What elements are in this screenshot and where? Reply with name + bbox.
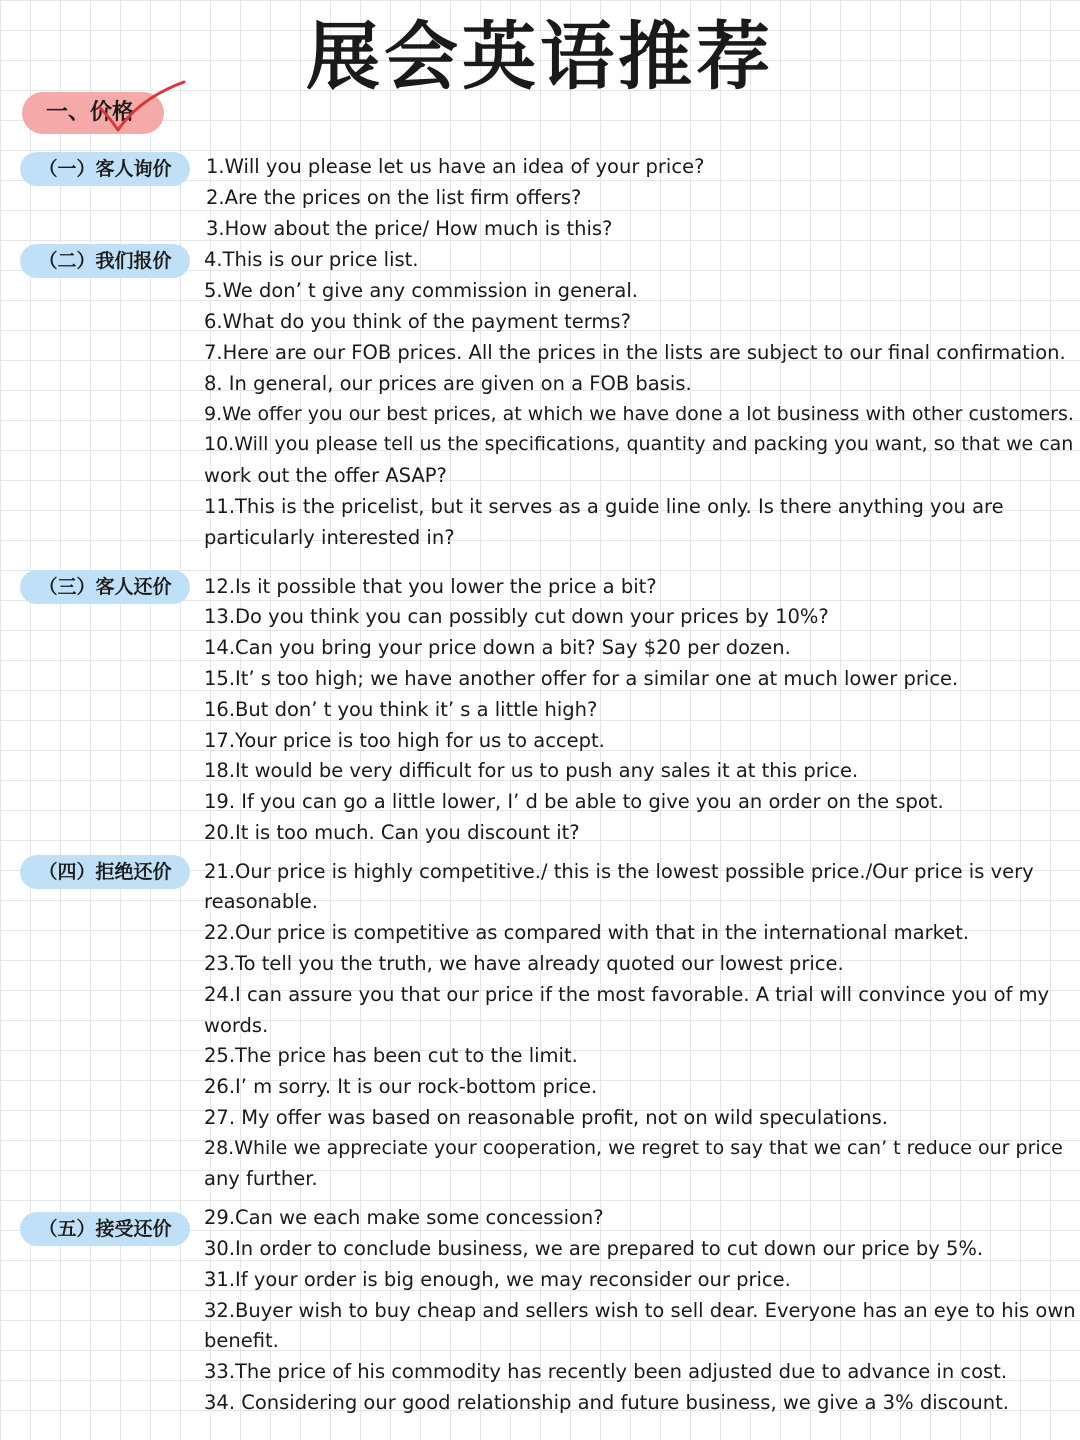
subsection-label-our-quotation: （二）我们报价	[20, 244, 190, 278]
phrase-line: 26.I’ m sorry. It is our rock-bottom price.	[204, 1075, 598, 1098]
phrase-line: 11.This is the pricelist, but it serves as a guide line only. Is there anything you are	[204, 495, 1004, 518]
phrase-line: 2.Are the prices on the list firm offers?	[206, 186, 582, 209]
phrase-line: particularly interested in?	[204, 526, 455, 549]
phrase-line: 33.The price of his commodity has recently been adjusted due to advance in cost.	[204, 1360, 1008, 1383]
phrase-line: 23.To tell you the truth, we have already quoted our lowest price.	[204, 952, 844, 975]
check-mark-icon	[96, 78, 188, 138]
phrase-line: 10.Will you please tell us the specifications, quantity and packing you want, so that we can	[204, 433, 1074, 455]
phrase-line: 18.It would be very difficult for us to push any sales it at this price.	[204, 759, 859, 782]
phrase-line: 4.This is our price list.	[204, 248, 419, 271]
page-title: 展会英语推荐	[306, 14, 774, 100]
phrase-line: 20.It is too much. Can you discount it?	[204, 821, 580, 844]
phrase-line: 12.Is it possible that you lower the price a bit?	[204, 575, 657, 598]
phrase-line: reasonable.	[204, 890, 318, 913]
phrase-line: 24.I can assure you that our price if the most favorable. A trial will convince you of my	[204, 983, 1050, 1006]
phrase-line: 15.It’ s too high; we have another offer for a similar one at much lower price.	[204, 667, 959, 690]
section-heading-price: 一、价格	[22, 92, 164, 134]
phrase-line: 17.Your price is too high for us to accept.	[204, 729, 605, 752]
phrase-line: 5.We don’ t give any commission in general.	[204, 279, 638, 302]
phrase-line: 13.Do you think you can possibly cut down your prices by 10%?	[204, 605, 829, 628]
phrase-line: 30.In order to conclude business, we are prepared to cut down our price by 5%.	[204, 1237, 984, 1260]
subsection-label-customer-inquiry: （一）客人询价	[20, 152, 190, 186]
phrase-line: 21.Our price is highly competitive./ this is the lowest possible price./Our price is very	[204, 860, 1034, 883]
phrase-line: 22.Our price is competitive as compared with that in the international market.	[204, 921, 970, 944]
phrase-line: work out the offer ASAP?	[204, 464, 447, 487]
phrase-line: 6.What do you think of the payment terms?	[204, 310, 631, 333]
phrase-line: 7.Here are our FOB prices. All the prices in the lists are subject to our final confirmation.	[204, 341, 1066, 364]
phrase-line: 27. My offer was based on reasonable profit, not on wild speculations.	[204, 1106, 888, 1129]
phrase-line: 9.We offer you our best prices, at which we have done a lot business with other customers.	[204, 403, 1074, 425]
phrase-line: 19. If you can go a little lower, I’ d be able to give you an order on the spot.	[204, 790, 944, 813]
phrase-line: 14.Can you bring your price down a bit? Say $20 per dozen.	[204, 636, 791, 659]
phrase-line: benefit.	[204, 1329, 279, 1352]
phrase-line: 31.If your order is big enough, we may reconsider our price.	[204, 1268, 791, 1291]
phrase-line: 8. In general, our prices are given on a FOB basis.	[204, 372, 692, 395]
phrase-line: words.	[204, 1014, 269, 1037]
subsection-label-reject-counteroffer: （四）拒绝还价	[20, 855, 190, 889]
phrase-line: 25.The price has been cut to the limit.	[204, 1044, 578, 1067]
subsection-label-accept-counteroffer: （五）接受还价	[20, 1212, 190, 1246]
phrase-line: 29.Can we each make some concession?	[204, 1206, 604, 1229]
phrase-line: 32.Buyer wish to buy cheap and sellers wish to sell dear. Everyone has an eye to his own	[204, 1299, 1076, 1322]
phrase-line: 16.But don’ t you think it’ s a little high?	[204, 698, 598, 721]
phrase-line: 3.How about the price/ How much is this?	[206, 217, 613, 240]
phrase-line: any further.	[204, 1167, 318, 1190]
phrase-line: 34. Considering our good relationship and future business, we give a 3% discount.	[204, 1391, 1009, 1414]
phrase-line: 1.Will you please let us have an idea of your price?	[206, 155, 705, 178]
phrase-line: 28.While we appreciate your cooperation, we regret to say that we can’ t reduce our price	[204, 1137, 1063, 1159]
subsection-label-customer-counteroffer: （三）客人还价	[20, 570, 190, 604]
